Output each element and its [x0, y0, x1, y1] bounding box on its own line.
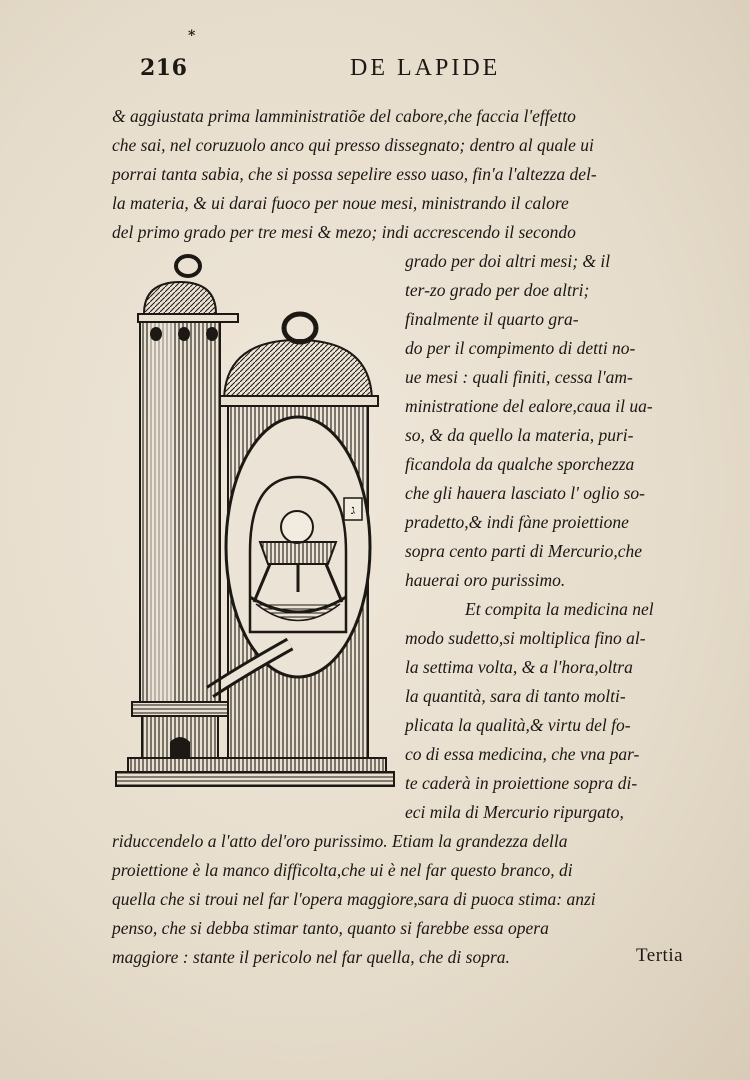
text-line: pradetto,& indi fàne proiettione [405, 512, 629, 532]
text-line: ue mesi : quali finiti, cessa l'am- [405, 367, 633, 387]
catchword: Tertia [636, 945, 684, 966]
paragraph-start: Et compita la medicina nel [465, 599, 654, 619]
text-line: hauerai oro purissimo. [405, 570, 566, 590]
text-line: maggiore : stante il pericolo nel far quella, che di sopra. [112, 947, 510, 967]
text-line: quella che si troui nel far l'opera maggiore,sara di puoca stima: anzi [112, 889, 596, 909]
text-line: so, & da quello la materia, puri- [405, 425, 634, 445]
text-line: la quantità, sara di tanto molti- [405, 686, 626, 706]
figure-letter: ג [350, 503, 356, 518]
text-line: plicata la qualità,& virtu del fo- [405, 715, 631, 735]
text-line: ficandola da qualche sporchezza [405, 454, 635, 474]
page-number: 216 [140, 55, 188, 81]
text-line: modo sudetto,si moltiplica fino al- [405, 628, 646, 648]
text-line: ter-zo grado per doe altri; [405, 280, 590, 300]
furnace-woodcut [110, 252, 400, 797]
text-line: eci mila di Mercurio ripurgato, [405, 802, 624, 822]
text-line: do per il compimento di detti no- [405, 338, 636, 358]
text-line: la settima volta, & a l'hora,oltra [405, 657, 633, 677]
text-line: porrai tanta sabia, che si possa sepelire esso uaso, fin'a l'altezza del- [112, 164, 597, 184]
text-line: te caderà in proiettione sopra di- [405, 773, 638, 793]
text-line: che gli hauera lasciato l' oglio so- [405, 483, 645, 503]
signature-mark: * [188, 28, 196, 44]
text-line: grado per doi altri mesi; & il [405, 251, 611, 271]
text-line: & aggiustata prima lamministratiõe del cabore,che faccia l'effetto [112, 106, 576, 126]
text-line: ministratione del ealore,caua il ua- [405, 396, 653, 416]
text-line: finalmente il quarto gra- [405, 309, 579, 329]
text-line: proiettione è la manco difficolta,che ui è nel far questo branco, di [112, 860, 573, 880]
text-line: che sai, nel coruzuolo anco qui presso dissegnato; dentro al quale ui [112, 135, 594, 155]
text-line: penso, che si debba stimar tanto, quanto si farebbe essa opera [112, 918, 549, 938]
text-line: riduccendelo a l'atto del'oro purissimo. Etiam la grandezza della [112, 831, 568, 851]
text-line: sopra cento parti di Mercurio,che [405, 541, 643, 561]
text-line: la materia, & ui darai fuoco per noue mesi, ministrando il calore [112, 193, 569, 213]
text-line: del primo grado per tre mesi & mezo; indi accrescendo il secondo [112, 222, 576, 242]
text-line: co di essa medicina, che vna par- [405, 744, 640, 764]
running-title: DE LAPIDE [350, 55, 501, 81]
